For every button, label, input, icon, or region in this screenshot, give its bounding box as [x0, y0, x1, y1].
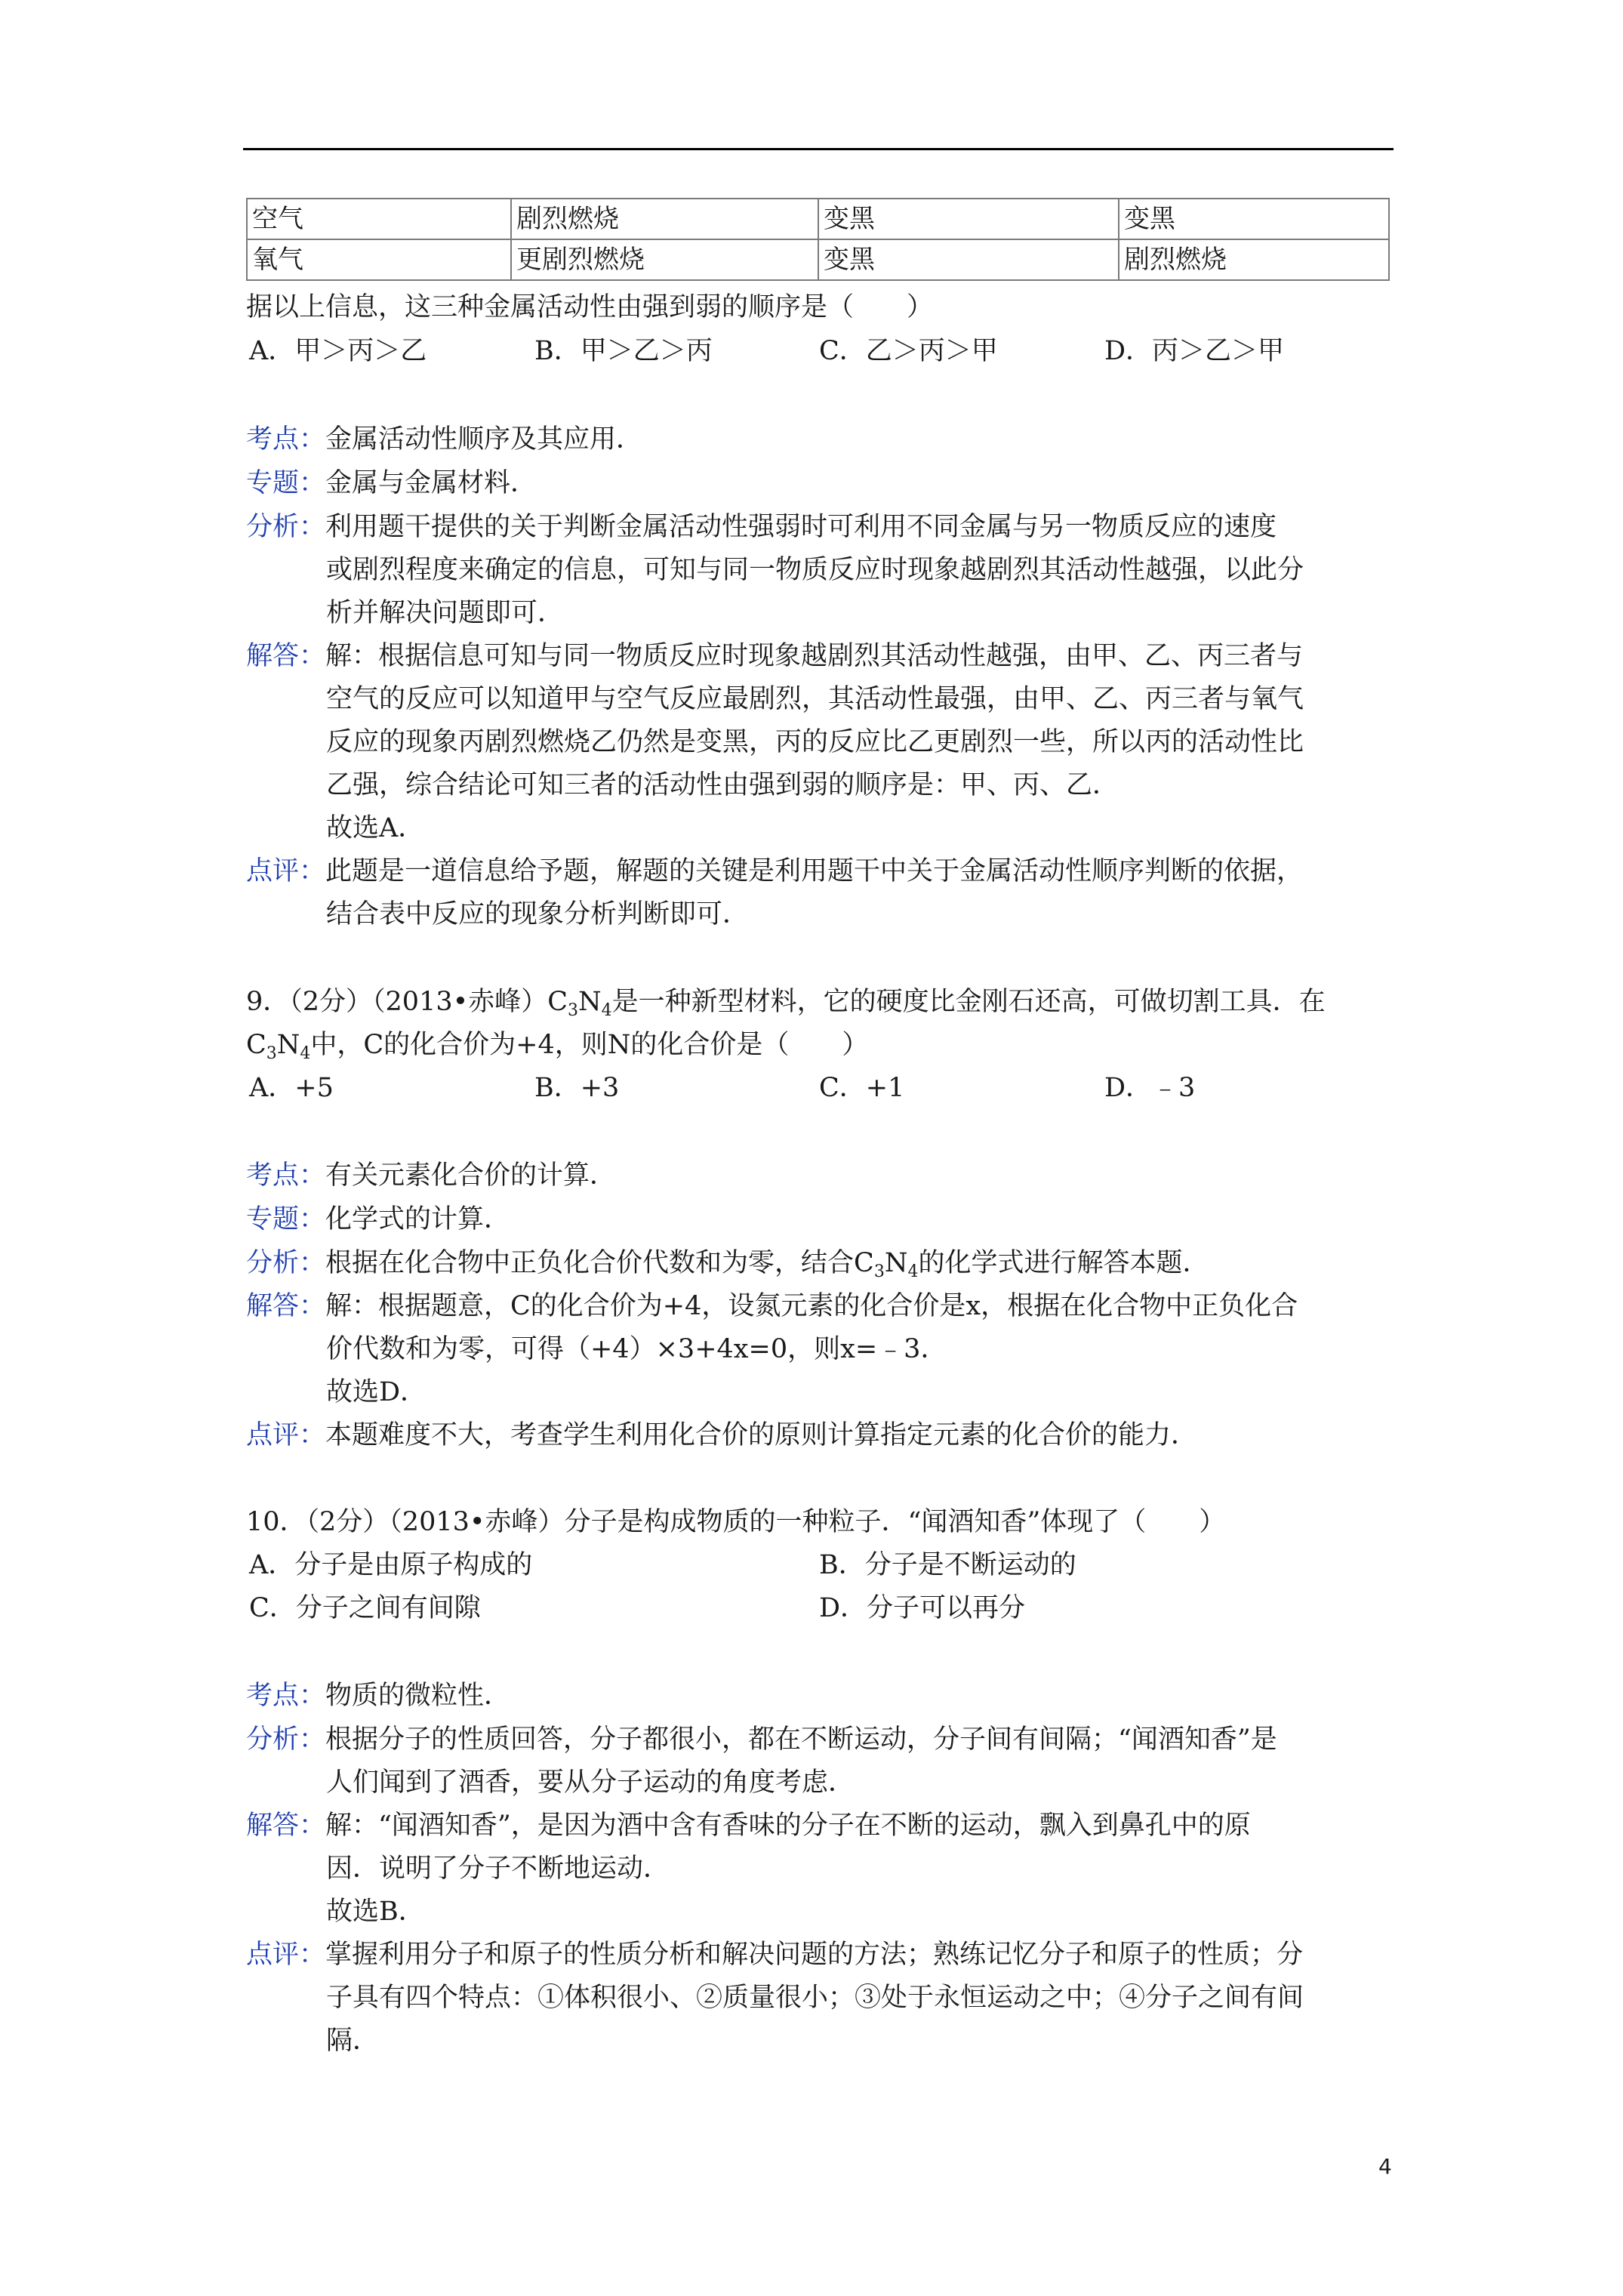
q8-jieda-line: 故选A． [326, 813, 425, 843]
dianping-label: 点评： [246, 1940, 326, 1970]
table-cell: 剧烈燃烧 [1119, 239, 1389, 280]
subscript: 3 [873, 1262, 885, 1281]
subscript: 4 [907, 1262, 919, 1281]
kaodian-label: 考点： [246, 1681, 326, 1711]
jieda-text: 解：根据题意，C的化合价为+4，设氮元素的化合价是x，根据在化合物中正负化合 [325, 1291, 1298, 1321]
q10-option-d: D．分子可以再分 [819, 1593, 1026, 1623]
q8-fenxi [246, 510, 1277, 544]
table-cell: 氧气 [247, 239, 511, 280]
zhuanti-label: 专题： [246, 1204, 326, 1234]
q10-jieda-line: 因．说明了分子不断地运动． [326, 1854, 670, 1884]
header-rule [243, 148, 1394, 150]
q9-stem-line1 [246, 985, 1326, 1019]
q8-option-c: C．乙＞丙＞甲 [819, 336, 998, 366]
q9-stem-part: 中，C的化合价为+4，则N的化合价是（ ） [310, 1030, 869, 1060]
q9-option-d: D．﹣3 [1104, 1073, 1196, 1103]
q9-stem-part: 9．（2分）（2013•赤峰）C [246, 987, 568, 1017]
kaodian-label: 考点： [246, 1160, 326, 1191]
jieda-label: 解答： [246, 641, 326, 671]
q8-fenxi-line: 析并解决问题即可． [326, 598, 565, 628]
fenxi-text: 利用题干提供的关于判断金属活动性强弱时可利用不同金属与另一物质反应的速度 [325, 512, 1277, 542]
fenxi-label: 分析： [246, 1724, 326, 1755]
fenxi-text: 根据分子的性质回答，分子都很小，都在不断运动，分子间有间隔；“闻酒知香”是 [325, 1724, 1277, 1755]
q10-jieda [246, 1809, 1251, 1842]
q8-jieda [246, 639, 1303, 673]
q9-stem-part: C [246, 1030, 266, 1060]
kaodian-label: 考点： [246, 424, 326, 455]
q10-option-a: A．分子是由原子构成的 [249, 1550, 533, 1580]
q9-option-b: B．+3 [534, 1073, 620, 1103]
q8-jieda-line: 反应的现象丙剧烈燃烧乙仍然是变黑，丙的反应比乙更剧烈一些，所以丙的活动性比 [326, 727, 1304, 757]
q9-option-c: C．+1 [819, 1073, 905, 1103]
dianping-label: 点评： [246, 856, 326, 886]
page-number: 4 [1378, 2154, 1392, 2179]
table-cell: 剧烈燃烧 [511, 199, 818, 239]
q8-option-d: D．丙＞乙＞甲 [1104, 336, 1285, 366]
subscript: 3 [266, 1044, 277, 1063]
q10-stem: 10．（2分）（2013•赤峰）分子是构成物质的一种粒子．“闻酒知香”体现了（ ） [246, 1507, 1226, 1537]
q9-jieda-line: 故选D． [326, 1377, 427, 1407]
q8-kaodian [246, 423, 642, 456]
q9-zhuanti [246, 1203, 510, 1236]
q10-option-b: B．分子是不断运动的 [819, 1550, 1076, 1580]
fenxi-text: N [884, 1248, 908, 1278]
q9-jieda [246, 1290, 1298, 1323]
q10-fenxi [246, 1723, 1277, 1756]
q10-jieda-line: 故选B． [326, 1897, 425, 1927]
table-cell: 更剧烈燃烧 [511, 239, 818, 280]
kaodian-text: 有关元素化合价的计算． [325, 1160, 617, 1191]
q8-dianping [246, 855, 1303, 888]
q9-stem-part: N [578, 987, 602, 1017]
q9-fenxi [246, 1247, 1209, 1280]
dianping-label: 点评： [246, 1420, 326, 1450]
fenxi-text: 根据在化合物中正负化合价代数和为零，结合C [325, 1248, 874, 1278]
dianping-text: 掌握利用分子和原子的性质分析和解决问题的方法；熟练记忆分子和原子的性质；分 [325, 1940, 1304, 1970]
q10-kaodian [246, 1679, 510, 1712]
dianping-text: 此题是一道信息给予题，解题的关键是利用题干中关于金属活动性顺序判断的依据， [325, 856, 1304, 886]
kaodian-text: 物质的微粒性． [325, 1681, 511, 1711]
q8-jieda-line: 乙强，综合结论可知三者的活动性由强到弱的顺序是：甲、丙、乙． [326, 770, 1119, 800]
table-cell: 空气 [247, 199, 511, 239]
subscript: 3 [568, 1001, 579, 1020]
kaodian-text: 金属活动性顺序及其应用． [325, 424, 643, 455]
reaction-table [246, 198, 1390, 281]
jieda-label: 解答： [246, 1811, 326, 1841]
q8-jieda-line: 空气的反应可以知道甲与空气反应最剧烈，其活动性最强，由甲、乙、丙三者与氧气 [326, 684, 1304, 714]
jieda-label: 解答： [246, 1291, 326, 1321]
q10-option-c: C．分子之间有间隙 [249, 1593, 481, 1623]
table-row [247, 199, 1389, 239]
q9-stem-part: 是一种新型材料，它的硬度比金刚石还高，可做切割工具．在 [611, 987, 1326, 1017]
q10-fenxi-line: 人们闻到了酒香，要从分子运动的角度考虑． [326, 1767, 855, 1798]
q10-dianping [246, 1938, 1303, 1971]
fenxi-label: 分析： [246, 1248, 326, 1278]
table-cell: 变黑 [1119, 199, 1389, 239]
zhuanti-text: 金属与金属材料． [325, 468, 537, 498]
q8-dianping-line: 结合表中反应的现象分析判断即可． [326, 899, 750, 929]
q9-dianping [246, 1419, 1197, 1452]
table-row [247, 239, 1389, 280]
subscript: 4 [300, 1044, 311, 1063]
q10-dianping-line: 子具有四个特点：①体积很小、②质量很小；③处于永恒运动之中；④分子之间有间 [326, 1983, 1304, 2013]
q9-stem-line2 [246, 1028, 868, 1062]
q10-dianping-line: 隔． [326, 2026, 380, 2056]
q8-fenxi-line: 或剧烈程度来确定的信息，可知与同一物质反应时现象越剧烈其活动性越强，以此分 [326, 555, 1304, 585]
fenxi-label: 分析： [246, 512, 326, 542]
q9-jieda-line: 价代数和为零，可得（+4）×3+4x=0，则x=﹣3． [326, 1334, 947, 1364]
q8-option-a: A．甲＞丙＞乙 [249, 336, 427, 366]
q8-stem: 据以上信息，这三种金属活动性由强到弱的顺序是（ ） [246, 292, 934, 322]
q8-zhuanti [246, 467, 537, 500]
q9-stem-part: N [276, 1030, 300, 1060]
dianping-text: 本题难度不大，考查学生利用化合价的原则计算指定元素的化合价的能力． [325, 1420, 1198, 1450]
q9-option-a: A．+5 [249, 1073, 334, 1103]
q9-kaodian [246, 1159, 616, 1192]
table-cell: 变黑 [818, 239, 1119, 280]
jieda-text: 解：根据信息可知与同一物质反应时现象越剧烈其活动性越强，由甲、乙、丙三者与 [325, 641, 1304, 671]
fenxi-text: 的化学式进行解答本题． [918, 1248, 1209, 1278]
zhuanti-label: 专题： [246, 468, 326, 498]
subscript: 4 [601, 1001, 612, 1020]
jieda-text: 解：“闻酒知香”，是因为酒中含有香味的分子在不断的运动，飘入到鼻孔中的原 [325, 1811, 1251, 1841]
zhuanti-text: 化学式的计算． [325, 1204, 511, 1234]
table-cell: 变黑 [818, 199, 1119, 239]
q8-option-b: B．甲＞乙＞丙 [534, 336, 713, 366]
